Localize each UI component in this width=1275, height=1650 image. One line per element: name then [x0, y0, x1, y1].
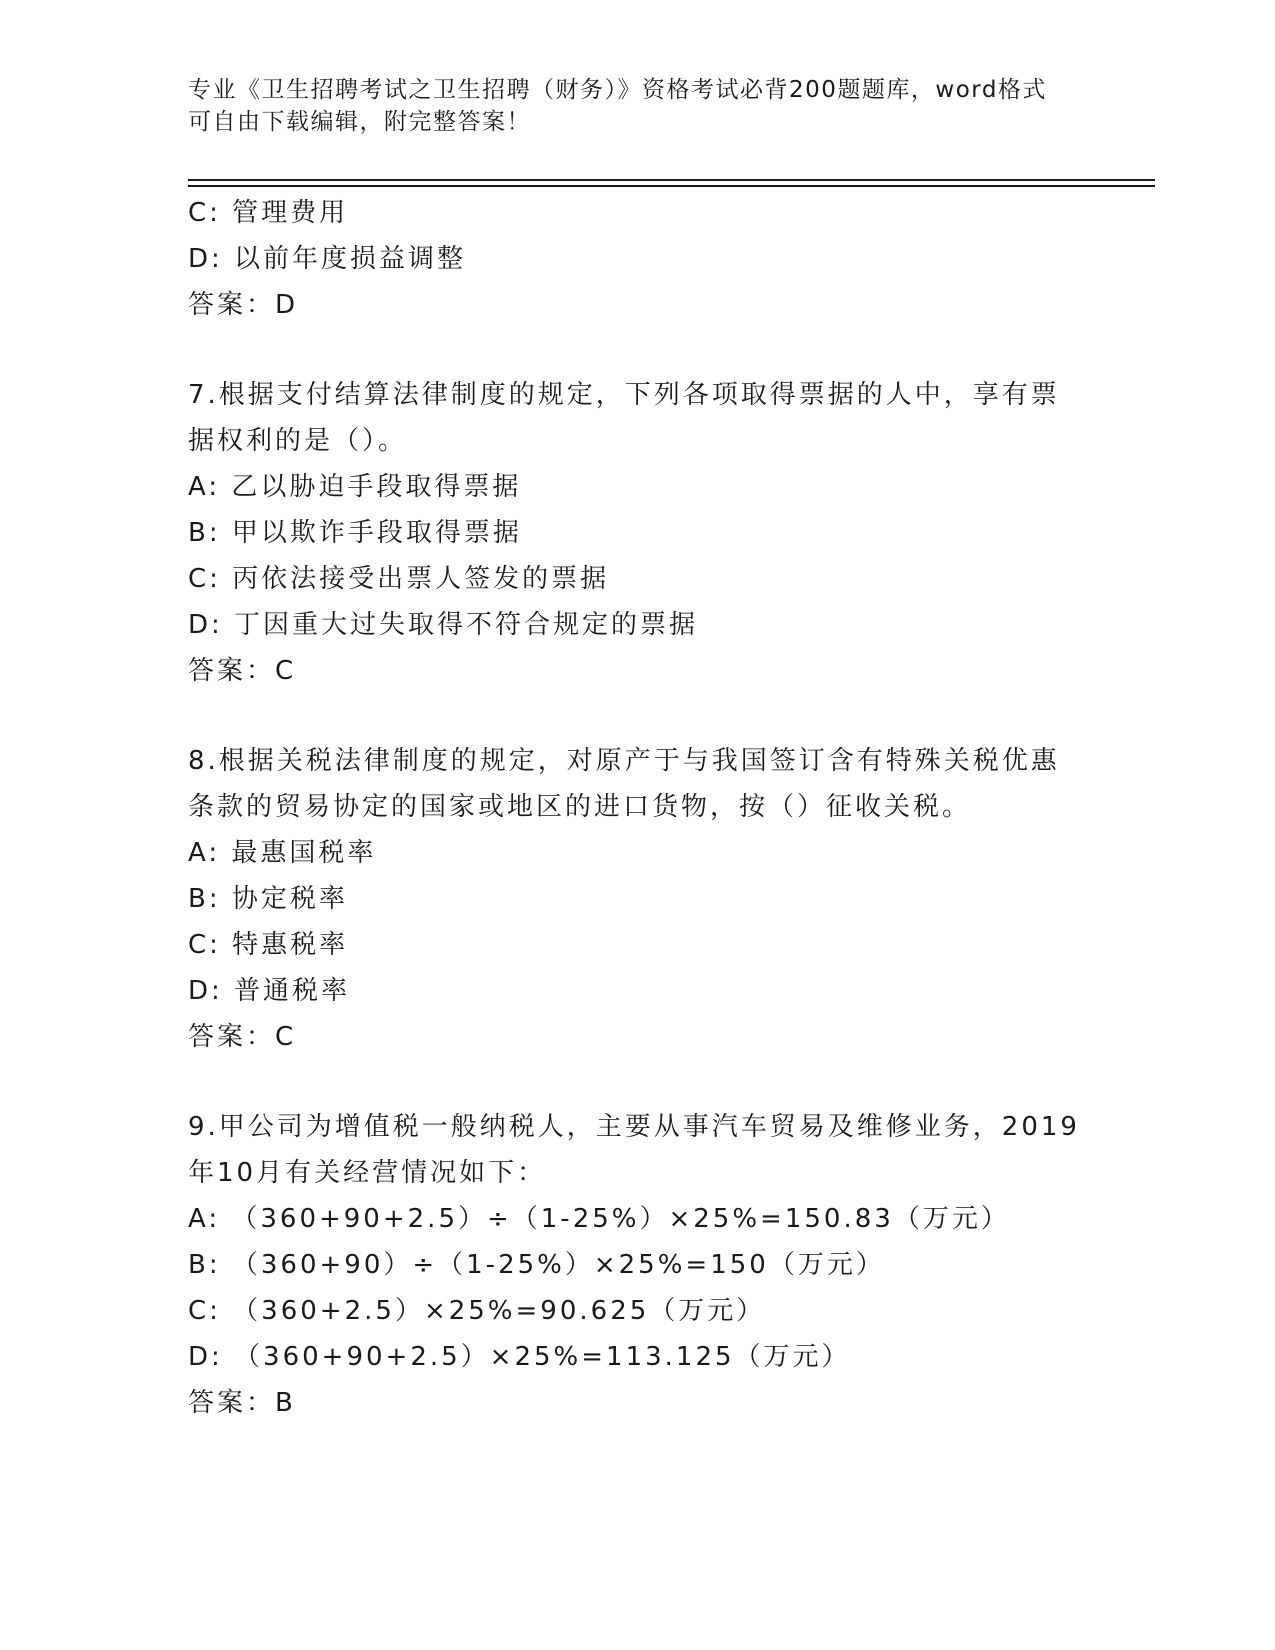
stem-line-2: 年10月有关经营情况如下： — [188, 1158, 547, 1188]
question-stem — [188, 372, 1088, 464]
question-stem — [188, 738, 1088, 830]
header-line-1: 专业《卫生招聘考试之卫生招聘（财务）》资格考试必背200题题库，word格式 — [188, 77, 1047, 103]
option-d: D: 丁因重大过失取得不符合规定的票据 — [188, 610, 699, 640]
header-rule-bottom — [188, 185, 1155, 187]
stem-line-1: 9.甲公司为增值税一般纳税人，主要从事汽车贸易及维修业务，2019 — [188, 1112, 1080, 1142]
option-b: B: 协定税率 — [188, 884, 348, 914]
stem-line-1: 8.根据关税法律制度的规定，对原产于与我国签订含有特殊关税优惠 — [188, 746, 1060, 776]
header-line-2: 可自由下载编辑，附完整答案！ — [188, 109, 531, 135]
answer-line: 答案：D — [188, 290, 299, 320]
question-stem — [188, 1104, 1088, 1196]
header-rule-top — [188, 179, 1155, 181]
stem-line-2: 条款的贸易协定的国家或地区的进口货物，按（）征收关税。 — [188, 792, 972, 822]
stem-line-1: 7.根据支付结算法律制度的规定，下列各项取得票据的人中，享有票 — [188, 380, 1060, 410]
question-list — [188, 190, 1088, 1426]
option-c: C: 丙依法接受出票人签发的票据 — [188, 564, 610, 594]
spacer — [188, 694, 1088, 738]
option-a: A: 乙以胁迫手段取得票据 — [188, 472, 522, 502]
option-b: B: 甲以欺诈手段取得票据 — [188, 518, 522, 548]
answer-line: 答案：C — [188, 656, 297, 686]
question-6-continued — [188, 190, 1088, 328]
option-c: C: （360+2.5）×25%=90.625（万元） — [188, 1296, 766, 1326]
question-8 — [188, 738, 1088, 1060]
answer-line: 答案：B — [188, 1388, 296, 1418]
document-header — [188, 74, 1088, 138]
option-c: C: 管理费用 — [188, 198, 349, 228]
option-b: B: （360+90）÷（1-25%）×25%=150（万元） — [188, 1250, 885, 1280]
question-9 — [188, 1104, 1088, 1426]
option-a: A: （360+90+2.5）÷（1-25%）×25%=150.83（万元） — [188, 1204, 1010, 1234]
spacer — [188, 328, 1088, 372]
option-c: C: 特惠税率 — [188, 930, 349, 960]
spacer — [188, 1060, 1088, 1104]
question-7 — [188, 372, 1088, 694]
answer-line: 答案：C — [188, 1022, 297, 1052]
option-a: A: 最惠国税率 — [188, 838, 377, 868]
option-d: D: 以前年度损益调整 — [188, 244, 467, 274]
option-d: D: 普通税率 — [188, 976, 351, 1006]
stem-line-2: 据权利的是（）。 — [188, 426, 408, 456]
option-d: D: （360+90+2.5）×25%=113.125（万元） — [188, 1342, 851, 1372]
